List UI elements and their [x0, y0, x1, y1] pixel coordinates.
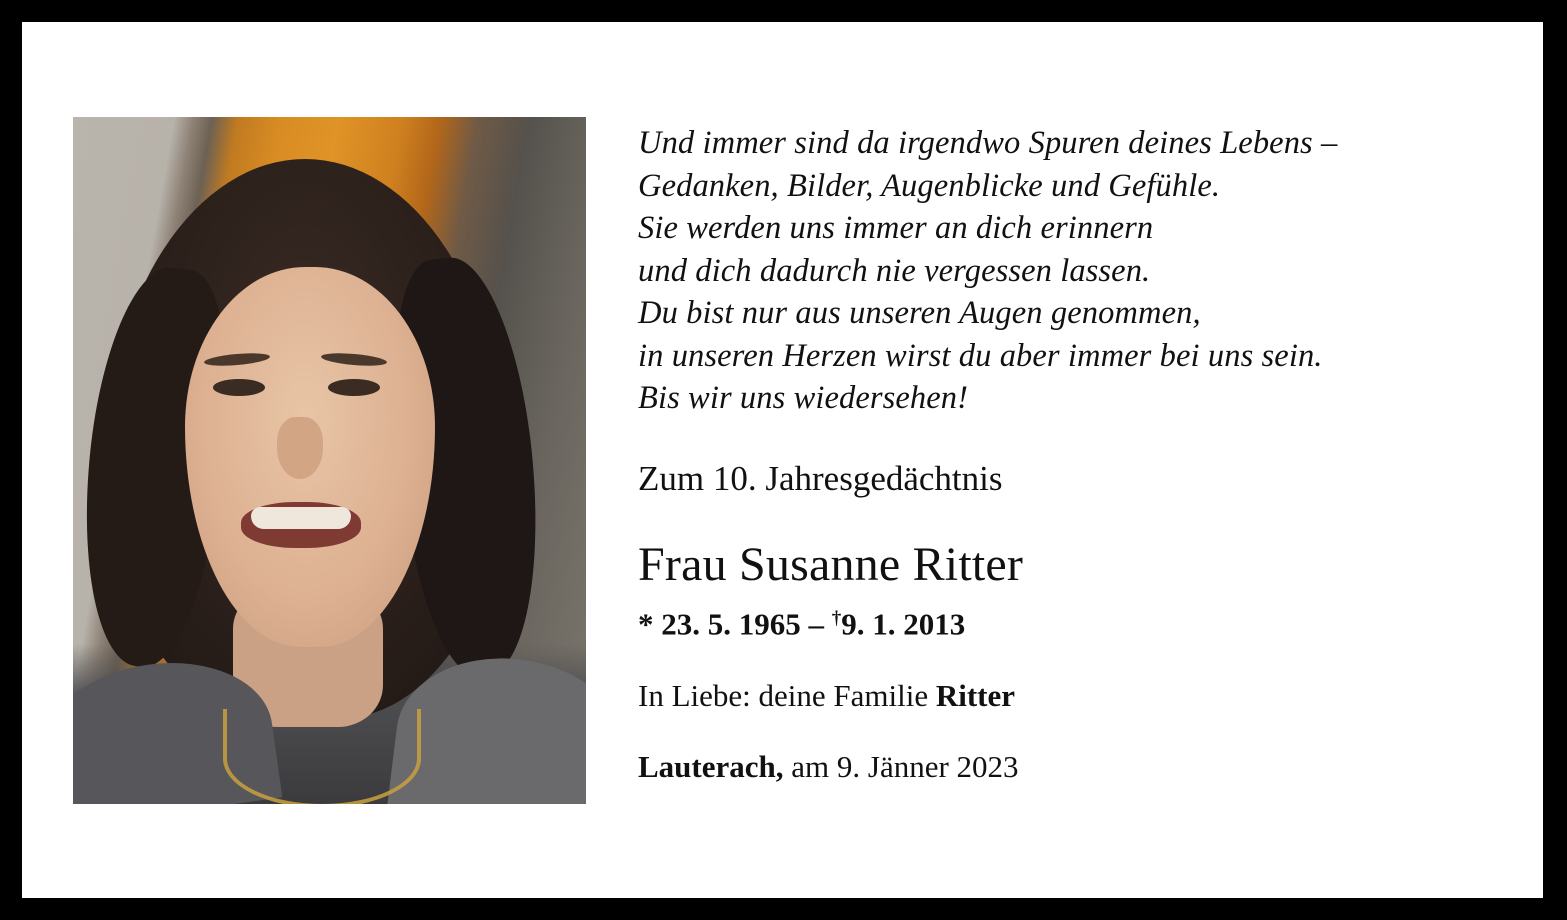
photo-nose — [277, 417, 323, 479]
anniversary-line: Zum 10. Jahresgedächtnis — [638, 458, 1003, 498]
family-line — [638, 677, 1498, 715]
verse-line-4: und dich dadurch nie vergessen lassen. — [638, 252, 1151, 289]
place-line — [638, 748, 1498, 786]
family-prefix: In Liebe: deine Familie — [638, 677, 936, 713]
death-symbol: † — [831, 607, 842, 629]
place-date: am 9. Jänner 2023 — [783, 748, 1019, 784]
birth-date: 23. 5. 1965 — [661, 605, 801, 641]
verse-line-5: Du bist nur aus unseren Augen genommen, — [638, 295, 1201, 331]
photo-teeth — [251, 507, 351, 529]
verse-line-6: in unseren Herzen wirst du aber immer bei uns sein. — [638, 337, 1323, 374]
verse-line-2: Gedanken, Bilder, Augenblicke und Gefühle. — [638, 167, 1221, 204]
deceased-name: Frau Susanne Ritter — [638, 537, 1024, 591]
notice-inner — [22, 22, 1543, 898]
verse-line-3: Sie werden uns immer an dich erinnern — [638, 210, 1154, 246]
life-dates — [638, 600, 1498, 643]
date-separator: – — [808, 605, 824, 641]
photo-eye-left — [213, 379, 265, 396]
verse-line-1: Und immer sind da irgendwo Spuren deines Lebens – — [638, 125, 1338, 161]
portrait-photo — [73, 117, 586, 804]
photo-necklace — [223, 709, 421, 804]
memorial-verse — [638, 122, 1498, 420]
verse-line-7: Bis wir uns wiedersehen! — [638, 380, 969, 416]
birth-symbol: * — [638, 605, 654, 641]
place-name: Lauterach, — [638, 748, 784, 784]
death-date: 9. 1. 2013 — [841, 605, 966, 641]
memorial-text-column — [638, 122, 1498, 786]
photo-eye-right — [328, 379, 380, 396]
family-name: Ritter — [935, 677, 1016, 713]
